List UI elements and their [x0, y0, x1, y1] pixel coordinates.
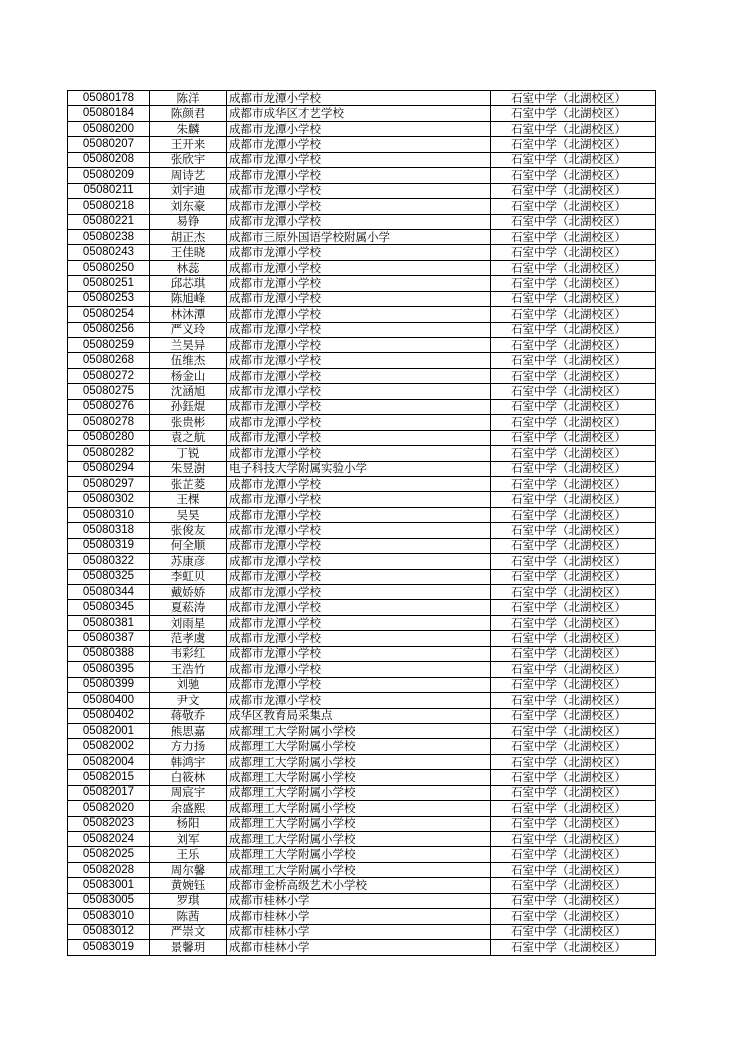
admitted-school-cell: 石室中学（北湖校区）: [491, 229, 656, 244]
table-row: [68, 446, 656, 461]
admitted-school-cell: 石室中学（北湖校区）: [491, 847, 656, 862]
table-row: [68, 862, 656, 877]
admitted-school-cell: 石室中学（北湖校区）: [491, 785, 656, 800]
table-row: [68, 847, 656, 862]
primary-school-cell: 成都理工大学附属小学校: [227, 754, 491, 769]
admitted-school-cell: 石室中学（北湖校区）: [491, 893, 656, 908]
student-id-cell: 05080275: [68, 384, 150, 399]
student-name-cell: 白筱林: [150, 770, 227, 785]
primary-school-cell: 成都市桂林小学: [227, 909, 491, 924]
student-id-cell: 05082020: [68, 801, 150, 816]
primary-school-cell: 成都市龙潭小学校: [227, 631, 491, 646]
primary-school-cell: 成都理工大学附属小学校: [227, 862, 491, 877]
table-row: [68, 260, 656, 275]
table-row: [68, 507, 656, 522]
primary-school-cell: 成都市龙潭小学校: [227, 507, 491, 522]
student-id-cell: 05082017: [68, 785, 150, 800]
primary-school-cell: 成都市龙潭小学校: [227, 569, 491, 584]
admitted-school-cell: 石室中学（北湖校区）: [491, 399, 656, 414]
student-name-cell: 陈颜君: [150, 106, 227, 121]
primary-school-cell: 成都理工大学附属小学校: [227, 816, 491, 831]
admitted-school-cell: 石室中学（北湖校区）: [491, 646, 656, 661]
table-row: [68, 816, 656, 831]
student-id-cell: 05082025: [68, 847, 150, 862]
admitted-school-cell: 石室中学（北湖校区）: [491, 137, 656, 152]
primary-school-cell: 成都市成华区才艺学校: [227, 106, 491, 121]
student-id-cell: 05080318: [68, 523, 150, 538]
admitted-school-cell: 石室中学（北湖校区）: [491, 461, 656, 476]
admitted-school-cell: 石室中学（北湖校区）: [491, 924, 656, 939]
student-id-cell: 05080200: [68, 121, 150, 136]
primary-school-cell: 成都市龙潭小学校: [227, 384, 491, 399]
student-id-cell: 05080387: [68, 631, 150, 646]
primary-school-cell: 成都理工大学附属小学校: [227, 770, 491, 785]
student-name-cell: 邱芯琪: [150, 276, 227, 291]
student-id-cell: 05080184: [68, 106, 150, 121]
admitted-school-cell: 石室中学（北湖校区）: [491, 507, 656, 522]
student-name-cell: 林蕊: [150, 260, 227, 275]
table-row: [68, 677, 656, 692]
table-row: [68, 152, 656, 167]
student-id-cell: 05080268: [68, 353, 150, 368]
table-row: [68, 723, 656, 738]
student-id-cell: 05080325: [68, 569, 150, 584]
student-name-cell: 陈洋: [150, 91, 227, 106]
student-id-cell: 05080297: [68, 476, 150, 491]
student-id-cell: 05080178: [68, 91, 150, 106]
admission-table-body: [68, 91, 656, 956]
admitted-school-cell: 石室中学（北湖校区）: [491, 631, 656, 646]
table-row: [68, 662, 656, 677]
table-row: [68, 646, 656, 661]
admitted-school-cell: 石室中学（北湖校区）: [491, 723, 656, 738]
admitted-school-cell: 石室中学（北湖校区）: [491, 476, 656, 491]
admitted-school-cell: 石室中学（北湖校区）: [491, 739, 656, 754]
student-name-cell: 方力扬: [150, 739, 227, 754]
primary-school-cell: 电子科技大学附属实验小学: [227, 461, 491, 476]
student-name-cell: 尹文: [150, 693, 227, 708]
student-id-cell: 05082002: [68, 739, 150, 754]
admitted-school-cell: 石室中学（北湖校区）: [491, 492, 656, 507]
primary-school-cell: 成都市龙潭小学校: [227, 91, 491, 106]
primary-school-cell: 成都市龙潭小学校: [227, 291, 491, 306]
student-name-cell: 朱麟: [150, 121, 227, 136]
admitted-school-cell: 石室中学（北湖校区）: [491, 291, 656, 306]
student-name-cell: 张欣宇: [150, 152, 227, 167]
primary-school-cell: 成都理工大学附属小学校: [227, 723, 491, 738]
student-name-cell: 王开来: [150, 137, 227, 152]
student-id-cell: 05080256: [68, 322, 150, 337]
admitted-school-cell: 石室中学（北湖校区）: [491, 384, 656, 399]
table-row: [68, 754, 656, 769]
table-row: [68, 245, 656, 260]
primary-school-cell: 成都市龙潭小学校: [227, 368, 491, 383]
student-id-cell: 05080345: [68, 600, 150, 615]
student-id-cell: 05080294: [68, 461, 150, 476]
student-id-cell: 05080399: [68, 677, 150, 692]
table-row: [68, 708, 656, 723]
student-id-cell: 05080381: [68, 615, 150, 630]
primary-school-cell: 成都市龙潭小学校: [227, 152, 491, 167]
student-name-cell: 张俊友: [150, 523, 227, 538]
student-name-cell: 刘东豪: [150, 199, 227, 214]
primary-school-cell: 成都理工大学附属小学校: [227, 739, 491, 754]
student-name-cell: 余盛熙: [150, 801, 227, 816]
admitted-school-cell: 石室中学（北湖校区）: [491, 862, 656, 877]
admitted-school-cell: 石室中学（北湖校区）: [491, 322, 656, 337]
student-id-cell: 05083005: [68, 893, 150, 908]
student-name-cell: 袁之航: [150, 430, 227, 445]
student-name-cell: 韩鸿宇: [150, 754, 227, 769]
primary-school-cell: 成都市龙潭小学校: [227, 677, 491, 692]
admitted-school-cell: 石室中学（北湖校区）: [491, 801, 656, 816]
admitted-school-cell: 石室中学（北湖校区）: [491, 276, 656, 291]
student-name-cell: 伍维杰: [150, 353, 227, 368]
admitted-school-cell: 石室中学（北湖校区）: [491, 615, 656, 630]
admitted-school-cell: 石室中学（北湖校区）: [491, 446, 656, 461]
student-name-cell: 何全顺: [150, 538, 227, 553]
primary-school-cell: 成都理工大学附属小学校: [227, 785, 491, 800]
primary-school-cell: 成都市龙潭小学校: [227, 168, 491, 183]
primary-school-cell: 成都市龙潭小学校: [227, 322, 491, 337]
student-id-cell: 05080218: [68, 199, 150, 214]
primary-school-cell: 成都市龙潭小学校: [227, 276, 491, 291]
table-row: [68, 199, 656, 214]
student-id-cell: 05080238: [68, 229, 150, 244]
student-name-cell: 丁锐: [150, 446, 227, 461]
student-name-cell: 兰昊异: [150, 338, 227, 353]
student-id-cell: 05080400: [68, 693, 150, 708]
student-id-cell: 05080253: [68, 291, 150, 306]
student-id-cell: 05083001: [68, 878, 150, 893]
admitted-school-cell: 石室中学（北湖校区）: [491, 940, 656, 955]
student-name-cell: 周宸宇: [150, 785, 227, 800]
primary-school-cell: 成都市龙潭小学校: [227, 183, 491, 198]
student-id-cell: 05080243: [68, 245, 150, 260]
student-id-cell: 05083010: [68, 909, 150, 924]
student-name-cell: 黄婉钰: [150, 878, 227, 893]
primary-school-cell: 成都市龙潭小学校: [227, 399, 491, 414]
student-id-cell: 05082023: [68, 816, 150, 831]
student-id-cell: 05082001: [68, 723, 150, 738]
table-row: [68, 893, 656, 908]
student-id-cell: 05082015: [68, 770, 150, 785]
student-id-cell: 05080276: [68, 399, 150, 414]
primary-school-cell: 成都市金桥高级艺术小学校: [227, 878, 491, 893]
table-row: [68, 615, 656, 630]
table-row: [68, 229, 656, 244]
table-row: [68, 168, 656, 183]
table-row: [68, 430, 656, 445]
admitted-school-cell: 石室中学（北湖校区）: [491, 708, 656, 723]
primary-school-cell: 成都理工大学附属小学校: [227, 847, 491, 862]
admitted-school-cell: 石室中学（北湖校区）: [491, 909, 656, 924]
student-id-cell: 05080280: [68, 430, 150, 445]
admitted-school-cell: 石室中学（北湖校区）: [491, 600, 656, 615]
table-row: [68, 353, 656, 368]
student-name-cell: 刘雨星: [150, 615, 227, 630]
student-id-cell: 05080211: [68, 183, 150, 198]
primary-school-cell: 成都市龙潭小学校: [227, 353, 491, 368]
primary-school-cell: 成都市龙潭小学校: [227, 693, 491, 708]
admitted-school-cell: 石室中学（北湖校区）: [491, 832, 656, 847]
student-name-cell: 刘军: [150, 832, 227, 847]
student-id-cell: 05080221: [68, 214, 150, 229]
table-row: [68, 106, 656, 121]
primary-school-cell: 成都市龙潭小学校: [227, 260, 491, 275]
table-row: [68, 307, 656, 322]
student-id-cell: 05080310: [68, 507, 150, 522]
primary-school-cell: 成都市龙潭小学校: [227, 585, 491, 600]
student-id-cell: 05080395: [68, 662, 150, 677]
table-row: [68, 338, 656, 353]
table-row: [68, 739, 656, 754]
student-id-cell: 05080344: [68, 585, 150, 600]
admitted-school-cell: 石室中学（北湖校区）: [491, 91, 656, 106]
student-name-cell: 刘宇迪: [150, 183, 227, 198]
admitted-school-cell: 石室中学（北湖校区）: [491, 353, 656, 368]
table-row: [68, 183, 656, 198]
admitted-school-cell: 石室中学（北湖校区）: [491, 585, 656, 600]
student-id-cell: 05082004: [68, 754, 150, 769]
student-name-cell: 王棵: [150, 492, 227, 507]
table-row: [68, 368, 656, 383]
table-row: [68, 492, 656, 507]
table-row: [68, 399, 656, 414]
table-row: [68, 322, 656, 337]
admitted-school-cell: 石室中学（北湖校区）: [491, 430, 656, 445]
table-row: [68, 461, 656, 476]
student-name-cell: 周尔馨: [150, 862, 227, 877]
student-name-cell: 景馨玥: [150, 940, 227, 955]
admitted-school-cell: 石室中学（北湖校区）: [491, 662, 656, 677]
table-row: [68, 940, 656, 955]
primary-school-cell: 成都市桂林小学: [227, 893, 491, 908]
student-name-cell: 朱昱澍: [150, 461, 227, 476]
student-name-cell: 罗琪: [150, 893, 227, 908]
admitted-school-cell: 石室中学（北湖校区）: [491, 569, 656, 584]
student-name-cell: 周诗艺: [150, 168, 227, 183]
admitted-school-cell: 石室中学（北湖校区）: [491, 677, 656, 692]
table-row: [68, 832, 656, 847]
student-name-cell: 夏菘涛: [150, 600, 227, 615]
primary-school-cell: 成都市龙潭小学校: [227, 446, 491, 461]
student-name-cell: 陈旭峰: [150, 291, 227, 306]
student-id-cell: 05082028: [68, 862, 150, 877]
admitted-school-cell: 石室中学（北湖校区）: [491, 199, 656, 214]
primary-school-cell: 成都市龙潭小学校: [227, 646, 491, 661]
admitted-school-cell: 石室中学（北湖校区）: [491, 368, 656, 383]
table-row: [68, 569, 656, 584]
student-name-cell: 胡正杰: [150, 229, 227, 244]
admitted-school-cell: 石室中学（北湖校区）: [491, 307, 656, 322]
primary-school-cell: 成华区教育局采集点: [227, 708, 491, 723]
student-id-cell: 05083019: [68, 940, 150, 955]
student-name-cell: 王佳晓: [150, 245, 227, 260]
student-id-cell: 05080250: [68, 260, 150, 275]
admitted-school-cell: 石室中学（北湖校区）: [491, 152, 656, 167]
student-id-cell: 05083012: [68, 924, 150, 939]
table-row: [68, 693, 656, 708]
primary-school-cell: 成都市三原外国语学校附属小学: [227, 229, 491, 244]
admitted-school-cell: 石室中学（北湖校区）: [491, 816, 656, 831]
table-row: [68, 121, 656, 136]
student-name-cell: 陈茜: [150, 909, 227, 924]
student-id-cell: 05080272: [68, 368, 150, 383]
table-row: [68, 878, 656, 893]
primary-school-cell: 成都市龙潭小学校: [227, 476, 491, 491]
student-name-cell: 苏康彦: [150, 554, 227, 569]
primary-school-cell: 成都市桂林小学: [227, 924, 491, 939]
table-row: [68, 91, 656, 106]
table-row: [68, 291, 656, 306]
student-id-cell: 05080209: [68, 168, 150, 183]
admitted-school-cell: 石室中学（北湖校区）: [491, 106, 656, 121]
table-row: [68, 384, 656, 399]
primary-school-cell: 成都理工大学附属小学校: [227, 801, 491, 816]
primary-school-cell: 成都市龙潭小学校: [227, 615, 491, 630]
admitted-school-cell: 石室中学（北湖校区）: [491, 415, 656, 430]
student-name-cell: 韦彩红: [150, 646, 227, 661]
admitted-school-cell: 石室中学（北湖校区）: [491, 214, 656, 229]
student-name-cell: 沈涵旭: [150, 384, 227, 399]
student-id-cell: 05080254: [68, 307, 150, 322]
student-id-cell: 05080402: [68, 708, 150, 723]
admitted-school-cell: 石室中学（北湖校区）: [491, 878, 656, 893]
student-id-cell: 05080302: [68, 492, 150, 507]
table-row: [68, 785, 656, 800]
student-name-cell: 刘驰: [150, 677, 227, 692]
primary-school-cell: 成都市龙潭小学校: [227, 307, 491, 322]
primary-school-cell: 成都市龙潭小学校: [227, 430, 491, 445]
primary-school-cell: 成都市龙潭小学校: [227, 199, 491, 214]
student-id-cell: 05080251: [68, 276, 150, 291]
table-row: [68, 476, 656, 491]
primary-school-cell: 成都市龙潭小学校: [227, 121, 491, 136]
student-name-cell: 吴昊: [150, 507, 227, 522]
primary-school-cell: 成都市龙潭小学校: [227, 600, 491, 615]
admitted-school-cell: 石室中学（北湖校区）: [491, 538, 656, 553]
student-name-cell: 李虹贝: [150, 569, 227, 584]
table-row: [68, 554, 656, 569]
table-row: [68, 523, 656, 538]
primary-school-cell: 成都市龙潭小学校: [227, 662, 491, 677]
primary-school-cell: 成都市龙潭小学校: [227, 214, 491, 229]
table-row: [68, 770, 656, 785]
primary-school-cell: 成都市龙潭小学校: [227, 338, 491, 353]
student-name-cell: 范孝虞: [150, 631, 227, 646]
primary-school-cell: 成都市桂林小学: [227, 940, 491, 955]
table-row: [68, 924, 656, 939]
student-name-cell: 孙鈺焜: [150, 399, 227, 414]
student-id-cell: 05080259: [68, 338, 150, 353]
student-id-cell: 05080207: [68, 137, 150, 152]
admitted-school-cell: 石室中学（北湖校区）: [491, 554, 656, 569]
primary-school-cell: 成都理工大学附属小学校: [227, 832, 491, 847]
table-row: [68, 276, 656, 291]
primary-school-cell: 成都市龙潭小学校: [227, 415, 491, 430]
student-name-cell: 王乐: [150, 847, 227, 862]
primary-school-cell: 成都市龙潭小学校: [227, 137, 491, 152]
table-row: [68, 137, 656, 152]
admitted-school-cell: 石室中学（北湖校区）: [491, 754, 656, 769]
admitted-school-cell: 石室中学（北湖校区）: [491, 260, 656, 275]
admission-table: [67, 90, 656, 956]
student-id-cell: 05080282: [68, 446, 150, 461]
student-name-cell: 易铮: [150, 214, 227, 229]
primary-school-cell: 成都市龙潭小学校: [227, 492, 491, 507]
admitted-school-cell: 石室中学（北湖校区）: [491, 183, 656, 198]
table-row: [68, 214, 656, 229]
admitted-school-cell: 石室中学（北湖校区）: [491, 523, 656, 538]
student-id-cell: 05080319: [68, 538, 150, 553]
student-name-cell: 熊思嘉: [150, 723, 227, 738]
student-name-cell: 严崇文: [150, 924, 227, 939]
student-name-cell: 杨阳: [150, 816, 227, 831]
admitted-school-cell: 石室中学（北湖校区）: [491, 121, 656, 136]
table-row: [68, 909, 656, 924]
student-name-cell: 林沐潭: [150, 307, 227, 322]
table-row: [68, 415, 656, 430]
student-name-cell: 蒋敬乔: [150, 708, 227, 723]
table-row: [68, 600, 656, 615]
primary-school-cell: 成都市龙潭小学校: [227, 538, 491, 553]
student-id-cell: 05080322: [68, 554, 150, 569]
student-name-cell: 张芷菱: [150, 476, 227, 491]
table-row: [68, 801, 656, 816]
student-name-cell: 严义玲: [150, 322, 227, 337]
student-id-cell: 05080208: [68, 152, 150, 167]
admitted-school-cell: 石室中学（北湖校区）: [491, 245, 656, 260]
student-name-cell: 张贵彬: [150, 415, 227, 430]
student-name-cell: 杨金山: [150, 368, 227, 383]
primary-school-cell: 成都市龙潭小学校: [227, 245, 491, 260]
admitted-school-cell: 石室中学（北湖校区）: [491, 338, 656, 353]
table-row: [68, 538, 656, 553]
table-row: [68, 631, 656, 646]
student-id-cell: 05080278: [68, 415, 150, 430]
table-row: [68, 585, 656, 600]
admitted-school-cell: 石室中学（北湖校区）: [491, 168, 656, 183]
primary-school-cell: 成都市龙潭小学校: [227, 523, 491, 538]
student-name-cell: 戴娇娇: [150, 585, 227, 600]
student-id-cell: 05082024: [68, 832, 150, 847]
admitted-school-cell: 石室中学（北湖校区）: [491, 770, 656, 785]
student-id-cell: 05080388: [68, 646, 150, 661]
admitted-school-cell: 石室中学（北湖校区）: [491, 693, 656, 708]
primary-school-cell: 成都市龙潭小学校: [227, 554, 491, 569]
student-name-cell: 王浩竹: [150, 662, 227, 677]
